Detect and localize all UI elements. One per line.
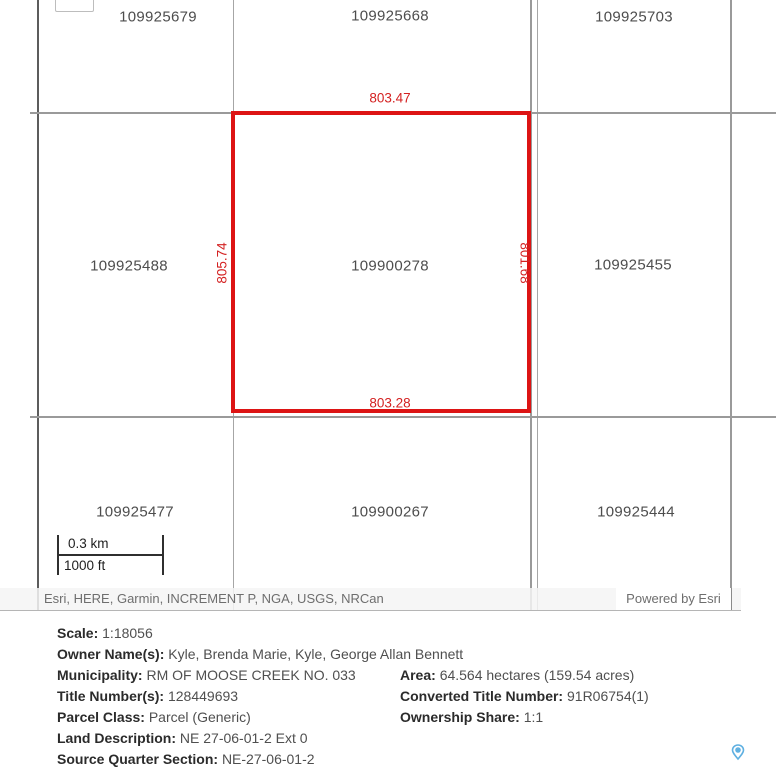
detail-row-title-numbers [0, 688, 776, 708]
map-attribution-bar [0, 588, 741, 611]
parcel-label: 109925703 [595, 8, 673, 26]
parcel-boundary-line [37, 0, 39, 611]
municipality-label: Municipality: [57, 667, 143, 683]
parcel-class-value: Parcel (Generic) [148, 709, 251, 725]
parcel-details-panel [0, 611, 776, 768]
title-number-value: 128449693 [167, 688, 239, 704]
parcel-class-label: Parcel Class: [57, 709, 145, 725]
area-value: 64.564 hectares (159.54 acres) [439, 667, 635, 683]
dimension-label-left: 805.74 [214, 242, 230, 284]
parcel-label: 109925668 [351, 7, 429, 25]
parcel-label: 109925679 [119, 8, 197, 26]
quarter-section-value: NE-27-06-01-2 [221, 751, 315, 767]
parcel-boundary-line [730, 0, 732, 611]
quarter-section-label: Source Quarter Section: [57, 751, 219, 767]
scalebar-ft-label: 1000 ft [64, 558, 106, 573]
dimension-label-top: 803.47 [369, 90, 411, 106]
map-zoom-control-partial[interactable] [55, 0, 94, 12]
owner-value: Kyle, Brenda Marie, Kyle, George Allan Bennett [168, 646, 464, 662]
land-description-label: Land Description: [57, 730, 177, 746]
ownership-share-label: Ownership Share: [400, 709, 520, 725]
parcel-label: 109925477 [96, 503, 174, 521]
detail-row-municipality-area [0, 667, 776, 687]
location-pin-icon [731, 744, 745, 762]
ownership-share-value: 1:1 [523, 709, 544, 725]
title-number-label: Title Number(s): [57, 688, 165, 704]
parcel-boundary-line [537, 0, 538, 611]
municipality-value: RM OF MOOSE CREEK NO. 033 [146, 667, 356, 683]
scalebar-line [57, 554, 164, 556]
attribution-sources-text: Esri, HERE, Garmin, INCREMENT P, NGA, USGS, NRCan [44, 591, 384, 606]
owner-label: Owner Name(s): [57, 646, 165, 662]
detail-row-land-description [0, 730, 776, 750]
scalebar-km-label: 0.3 km [68, 536, 109, 551]
parcel-label: 109900267 [351, 503, 429, 521]
highlighted-parcel-label: 109900278 [351, 257, 429, 275]
parcel-label: 109925488 [90, 257, 168, 275]
detail-row-scale [0, 625, 776, 645]
detail-row-owner [0, 646, 776, 666]
converted-title-value: 91R06754(1) [567, 688, 649, 704]
parcel-label: 109925444 [597, 503, 675, 521]
powered-by-esri-text: Powered by Esri [616, 588, 732, 610]
detail-row-class-ownership [0, 709, 776, 729]
scale-value: 1:18056 [102, 625, 153, 641]
land-description-value: NE 27-06-01-2 Ext 0 [179, 730, 308, 746]
dimension-label-right: 801.68 [517, 242, 533, 284]
converted-title-label: Converted Title Number: [400, 688, 564, 704]
parcel-boundary-line [30, 416, 776, 418]
detail-row-quarter-section [0, 751, 776, 771]
parcel-label: 109925455 [594, 256, 672, 274]
scale-label: Scale: [57, 625, 99, 641]
area-label: Area: [400, 667, 436, 683]
dimension-label-bottom: 803.28 [369, 395, 411, 411]
